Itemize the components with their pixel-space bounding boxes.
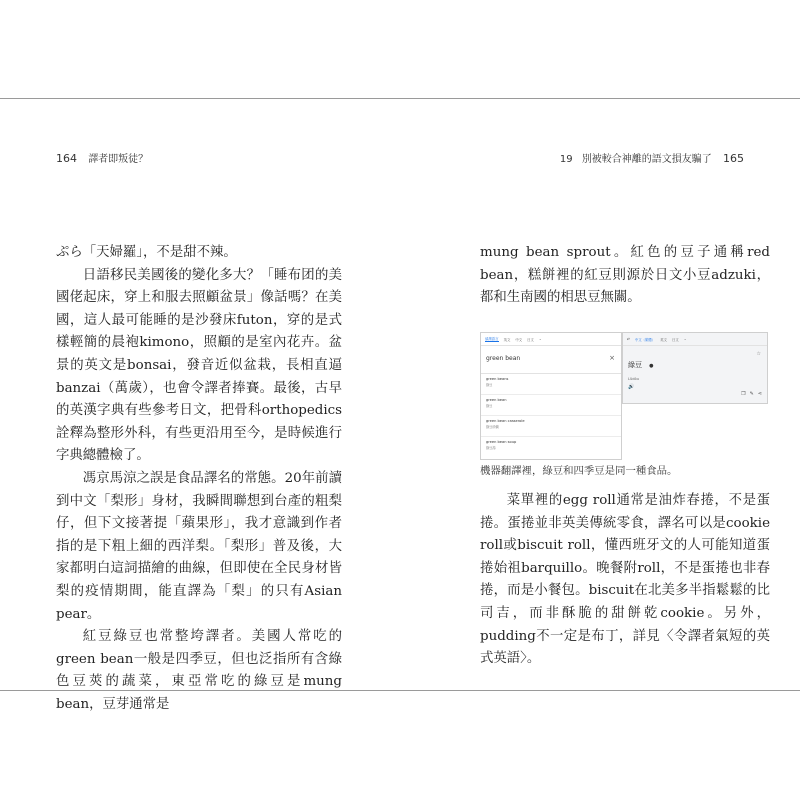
chevron-down-icon: ⌄ bbox=[683, 337, 687, 341]
suggestion-item bbox=[481, 416, 621, 437]
right-body-text-top bbox=[480, 242, 770, 310]
right-page bbox=[400, 0, 800, 800]
source-tab: 偵測語言 bbox=[485, 337, 499, 341]
figure-caption: 機器翻譯裡，綠豆和四季豆是同一種食品。 bbox=[480, 465, 678, 477]
chevron-down-icon: ⌄ bbox=[538, 337, 542, 341]
speaker-icon: 🔊 bbox=[628, 384, 635, 390]
close-icon: × bbox=[609, 354, 615, 362]
right-page-number: 165 bbox=[723, 152, 744, 165]
suggestion-item bbox=[481, 395, 621, 416]
left-body-text bbox=[56, 242, 342, 716]
right-running-title: 別被較合神離的語文損友騙了 bbox=[581, 154, 712, 165]
translate-screenshot-figure bbox=[480, 332, 768, 460]
right-body-text-bottom bbox=[480, 490, 770, 671]
target-language-tabs bbox=[623, 333, 767, 346]
target-panel bbox=[622, 332, 768, 404]
left-running-title: 譯者即叛徒？ bbox=[88, 154, 149, 165]
suggestion-en: green bean bbox=[486, 398, 507, 402]
copy-icon: ❐ bbox=[741, 391, 746, 397]
source-panel bbox=[480, 332, 622, 460]
left-paragraph: 日語移民美國後的變化多大？「睡布团的美國佬起床，穿上和服去照顧盆景」像話嗎？在美國，這人最可能睡的是沙發床futon，穿的是式樣輕簡的晨袍kimono，照顧的是室內花卉。盆景的英文是bonsai，發音近似盆栽，長相直逼banzai（萬歲），也會令譯者捧賽。最後，古早的英漢字典有些參考日文，把骨科orthopedics詮釋為整形外科，有些更沿用至今，是時候進行字典總體檢了。 bbox=[56, 267, 342, 464]
left-paragraph: 馮京馬涼之誤是食品譯名的常態。20年前讀到中文「梨形」身材，我瞬間聯想到台產的粗梨仔，但下文接著提「蘋果形」，我才意識到作者指的是下粗上細的西洋梨。「梨形」普及後，大家都明白這詞描繪的曲線，但即使在全民身材皆梨的疫情期間，能直譯為「梨」的只有Asian pear。 bbox=[56, 470, 342, 622]
right-paragraph: mung bean sprout。紅色的豆子通稱red bean，糕餅裡的紅豆則源於日文小豆adzuki，都和生南國的相思豆無關。 bbox=[480, 245, 770, 306]
result-actions bbox=[741, 391, 762, 397]
target-tab: 中文（繁體） bbox=[634, 337, 656, 342]
suggestion-en: green bean casserole bbox=[486, 419, 525, 423]
right-paragraph: 菜單裡的egg roll通常是油炸春捲，不是蛋捲。蛋捲並非英美傳統零食，譯名可以是cookie roll或biscuit roll，懂西班牙文的人可能知道蛋捲始祖barquillo。晚餐附roll，不是蛋捲也非春捲，而是小餐包。biscuit在北美多半指鬆鬆的比司吉，而非酥脆的甜餅乾cookie。另外，pudding不一定是布丁，詳見〈令譯者氣短的英式英語〉。 bbox=[480, 493, 770, 667]
source-language-tabs bbox=[481, 333, 621, 346]
source-tab: 英文 bbox=[503, 337, 511, 342]
share-icon: ⋖ bbox=[757, 391, 762, 397]
result-pinyin: Lǜdòu bbox=[628, 377, 640, 381]
suggestion-zh: 綠豆 bbox=[486, 404, 493, 408]
edit-icon: ✎ bbox=[749, 391, 754, 397]
speaker-icon: ● bbox=[649, 363, 654, 369]
suggestion-zh: 綠豆 bbox=[486, 383, 493, 387]
left-running-head bbox=[56, 150, 148, 165]
suggestion-en: green bean soup bbox=[486, 440, 517, 444]
suggestion-zh: 綠豆湯 bbox=[486, 446, 496, 450]
suggestion-item bbox=[481, 374, 621, 395]
target-tab: 英文 bbox=[660, 337, 667, 342]
star-icon: ☆ bbox=[756, 351, 761, 357]
suggestion-item bbox=[481, 437, 621, 458]
right-running-head bbox=[560, 150, 744, 165]
swap-icon: ⇄ bbox=[627, 337, 630, 341]
result-text: 綠豆 bbox=[628, 361, 642, 369]
translation-result bbox=[623, 346, 767, 390]
left-paragraph: ぷら「天婦羅」，不是甜不辣。 bbox=[56, 245, 237, 260]
source-input bbox=[481, 346, 621, 374]
source-tab: 日文 bbox=[527, 337, 534, 342]
suggestion-zh: 綠豆砂鍋 bbox=[486, 425, 499, 429]
chapter-number: 19 bbox=[559, 154, 573, 165]
left-page-number: 164 bbox=[56, 152, 77, 165]
target-tab: 日文 bbox=[671, 337, 679, 342]
suggestion-en: green beans bbox=[486, 377, 509, 381]
source-input-text: green bean bbox=[486, 355, 521, 362]
source-tab: 中文 bbox=[515, 337, 523, 342]
left-paragraph: 紅豆綠豆也常整垮譯者。美國人常吃的green bean一般是四季豆，但也泛指所有含綠色豆莢的蔬菜，東亞常吃的綠豆是mung bean，豆芽通常是 bbox=[56, 629, 342, 712]
